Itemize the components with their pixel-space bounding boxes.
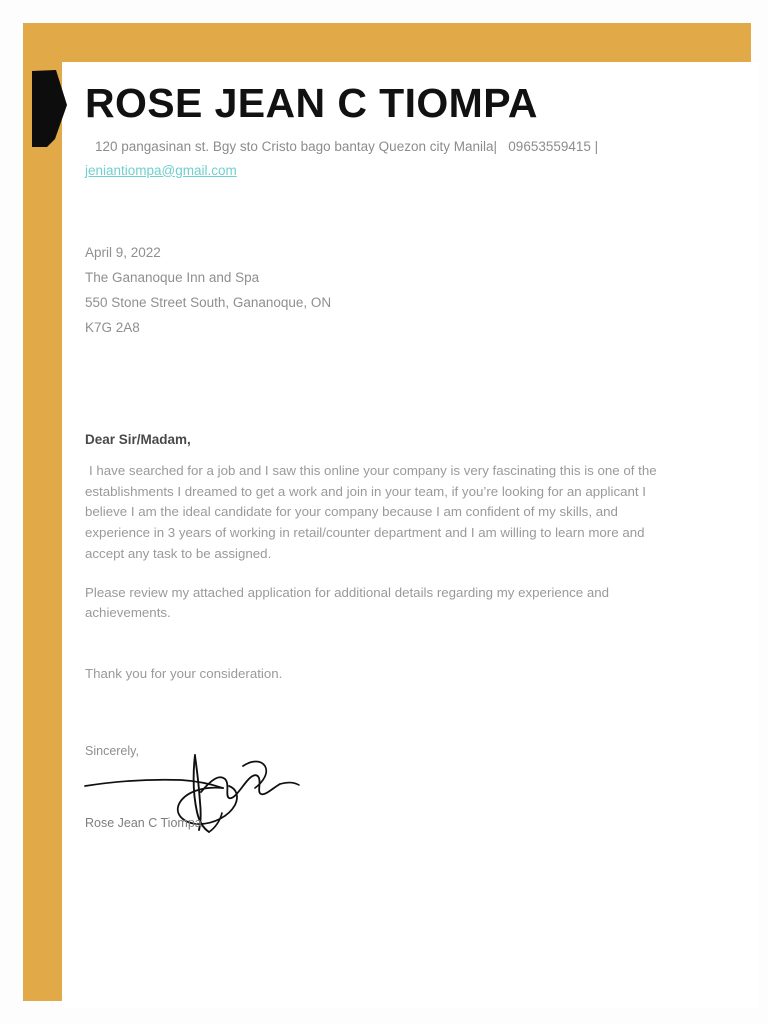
closing-line: Thank you for your consideration.: [85, 665, 283, 681]
body-paragraph-1: I have searched for a job and I saw this online your company is very fascinating this is one of the establishments I dreamed to get a work and join in your team, if you’re looking for an applicant I believe I am the ideal candidate for your company because I am confident of my skills, and experience in 3 years of working in retail/counter department and I am willing to learn more and accept any task to be assigned.: [85, 463, 657, 561]
email-link[interactable]: jeniantiompa@gmail.com: [85, 162, 237, 178]
recipient-company: The Gananoque Inn and Spa: [85, 270, 260, 285]
black-pentagon-accent-icon: [31, 69, 67, 145]
contact-address: 120 pangasinan st. Bgy sto Cristo bago bantay Quezon city Manila|: [95, 139, 497, 154]
letter-header: [85, 80, 723, 182]
applicant-name: ROSE JEAN C TIOMPA: [85, 80, 538, 126]
contact-phone: 09653559415 |: [508, 139, 599, 154]
contact-line: [85, 135, 723, 182]
sincerely-label: Sincerely,: [85, 744, 139, 758]
signature-block: [85, 744, 345, 834]
letter-date: April 9, 2022: [85, 245, 161, 260]
recipient-block: [85, 240, 331, 340]
letter-body: [85, 432, 685, 681]
recipient-street: 550 Stone Street South, Gananoque, ON: [85, 295, 332, 310]
recipient-postal-code: K7G 2A8: [85, 320, 140, 335]
salutation: Dear Sir/Madam,: [85, 432, 191, 447]
body-paragraph-2: Please review my attached application for additional details regarding my experience and achievements.: [85, 584, 610, 621]
signer-name: Rose Jean C Tiompa: [85, 816, 202, 830]
